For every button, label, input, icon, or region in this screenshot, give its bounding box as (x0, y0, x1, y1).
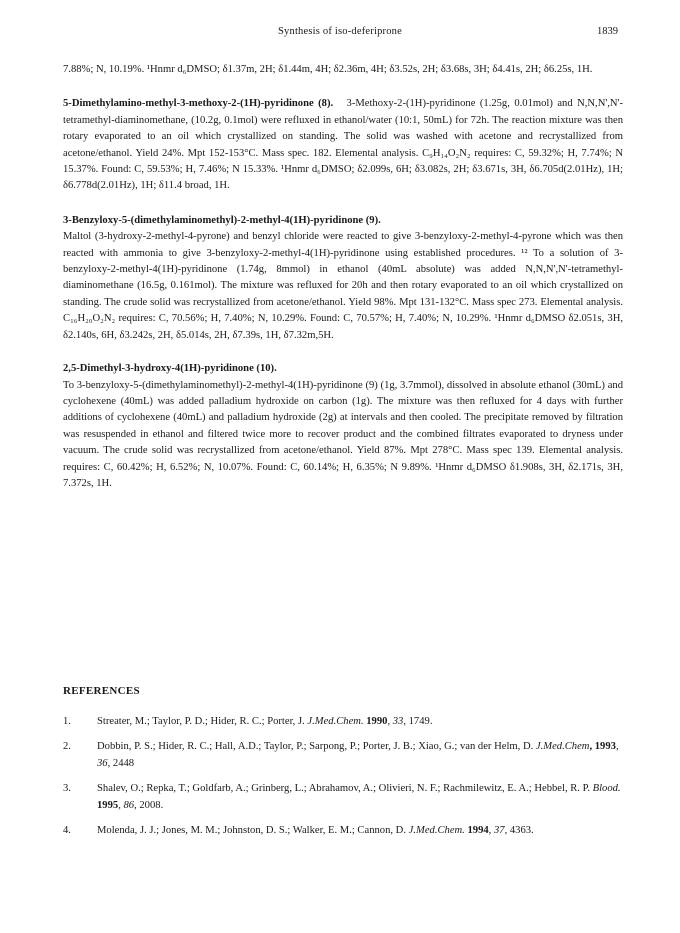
reference-volume: , 37 (488, 825, 505, 837)
reference-year: , 1993 (589, 741, 616, 753)
section-compound-10 (63, 361, 623, 492)
reference-authors: Streater, M.; Taylor, P. D.; Hider, R. C.; Porter, J. (97, 716, 308, 727)
reference-item (63, 714, 623, 730)
reference-text (97, 823, 623, 839)
reference-pages: , 2008. (134, 799, 164, 811)
reference-number: 2. (63, 741, 71, 753)
section-heading: 3-Benzyloxy-5-(dimethylaminomethyl)-2-methyl-4(1H)-pyridinone (9). (63, 214, 381, 226)
reference-volume: , 86 (118, 799, 135, 811)
reference-journal: J.Med.Chem. (408, 825, 465, 837)
section-compound-8 (63, 96, 623, 194)
reference-pages: , 4363. (504, 825, 534, 837)
reference-year: 1994 (464, 825, 489, 837)
article-body (63, 62, 623, 492)
section-text: 3-Methoxy-2-(1H)-pyridinone (1.25g, 0.01mol) and N,N,N',N'-tetramethyl-diaminomethane, (10.2g, 0.1mol) were refluxed in ethanol/water (10:1, 50mL) for 72h. The reaction mixture was then rotary evaporated to an oil which crystallized on standing. The solid was washed with acetone and recrystallized from acetone/ethanol. Yield 24%. Mpt 152-153°C. Mass spec. 182. Elemental analysis. C₉H₁₄O₂N₂ requires: C, 59.32%; H, 7.74%; N 15.37%. Found: C, 59.53%; H, 7.46%; N 15.33%. ¹Hnmr d₆DMSO; δ2.099s, 6H; δ3.082s, 2H; δ3.671s, 3H, δ6.705d(2.01Hz), 1H; δ6.778d(2.01Hz), 1H; δ11.4 broad, 1H. (63, 98, 623, 192)
reference-volume: , 33 (387, 716, 404, 727)
references-heading: REFERENCES (63, 685, 140, 697)
reference-journal: J.Med.Chem (535, 741, 590, 753)
section-heading: 2,5-Dimethyl-3-hydroxy-4(1H)-pyridinone (10). (63, 363, 277, 375)
reference-pages: , 2448 (107, 757, 135, 769)
running-title: Synthesis of iso-deferiprone (278, 26, 402, 37)
reference-authors: Shalev, O.; Repka, T.; Goldfarb, A.; Grinberg, L.; Abrahamov, A.; Olivieri, N. F.; Rachmilewitz, E. A.; Hebbel, R. P. (97, 783, 593, 795)
running-header (0, 24, 680, 38)
reference-item (63, 823, 623, 839)
reference-journal: Blood. (592, 783, 621, 795)
page-number: 1839 (597, 26, 618, 37)
reference-text (97, 781, 623, 814)
reference-number: 3. (63, 783, 71, 795)
section-text: Maltol (3-hydroxy-2-methyl-4-pyrone) and benzyl chloride were reacted to give 3-benzyloxy-2-methyl-4-pyrone which was then reacted with ammonia to give 3-benzyloxy-2-methyl-4(1H)-pyridinone using established procedures. ¹² To a solution of 3-benzyloxy-2-methyl-4(1H)-pyridinone (1.74g, 8mmol) in ethanol (40mL absolute) was added N,N,N',N'-tetramethyl-diaminomethane (16.5g, 0.161mol). The mixture was refluxed for 20h and then rotary evaporated to an oil which crystallized on standing. The crude solid was recrystallized from acetone/ethanol. Yield 98%. Mpt 131-132°C. Mass spec 273. Elemental analysis. C₁₆H₂₀O₂N₂ requires: C, 70.56%; H, 7.40%; N, 10.29%. Found: C, 70.57%; H, 7.40%; N, 10.29%. ¹Hnmr d₆DMSO δ2.051s, 3H, δ2.140s, 6H, δ3.242s, 2H, δ5.014s, 2H, δ7.39s, 1H, δ7.32m,5H. (63, 231, 623, 341)
reference-text (97, 739, 623, 772)
reference-year: 1990 (363, 716, 388, 727)
reference-year: 1995 (97, 799, 119, 811)
reference-list (63, 714, 623, 848)
reference-pages: , 1749. (403, 716, 433, 727)
reference-volume: , 36 (97, 741, 619, 769)
reference-item (63, 781, 623, 814)
intro-paragraph: 7.88%; N, 10.19%. ¹Hnmr d₆DMSO; δ1.37m, 2H; δ1.44m, 4H; δ2.36m, 4H; δ3.52s, 2H; δ3.68s, 3H; δ4.41s, 2H; δ6.25s, 1H. (63, 64, 593, 75)
section-text: To 3-benzyloxy-5-(dimethylaminomethyl)-2-methyl-4(1H)-pyridinone (9) (1g, 3.7mmol), dissolved in absolute ethanol (30mL) and cyclohexene (40mL) was added palladium hydroxide on carbon (1g). The mixture was then refluxed for 4 days with further additions of cyclohexene (40mL) and palladium hydroxide (2g) at intervals and then cooled. The precipitate removed by filtration was resuspended in ethanol and filtered twice more to recover product and the combined filtrates evaporated to dryness under vacuum. The crude solid was recrystallized from acetone/ethanol. Yield 87%. Mpt 278°C. Mass spec 139. Elemental analysis. requires: C, 60.42%; H, 6.52%; N, 10.07%. Found: C, 60.14%; H, 6.35%; N 9.89%. ¹Hnmr d₆DMSO δ1.908s, 3H, δ2.171s, 3H, 7.372s, 1H. (63, 379, 623, 489)
section-heading: 5-Dimethylamino-methyl-3-methoxy-2-(1H)-pyridinone (8). (63, 98, 334, 110)
reference-authors: Dobbin, P. S.; Hider, R. C.; Hall, A.D.; Taylor, P.; Sarpong, P.; Porter, J. B.; Xiao, G.; van der Helm, D. (97, 741, 536, 753)
reference-journal: J.Med.Chem. (307, 716, 364, 727)
reference-item (63, 739, 623, 772)
reference-authors: Molenda, J. J.; Jones, M. M.; Johnston, D. S.; Walker, E. M.; Cannon, D. (97, 825, 409, 837)
reference-number: 4. (63, 825, 71, 837)
reference-number: 1. (63, 716, 71, 727)
section-compound-9 (63, 213, 623, 344)
reference-text (97, 714, 623, 730)
